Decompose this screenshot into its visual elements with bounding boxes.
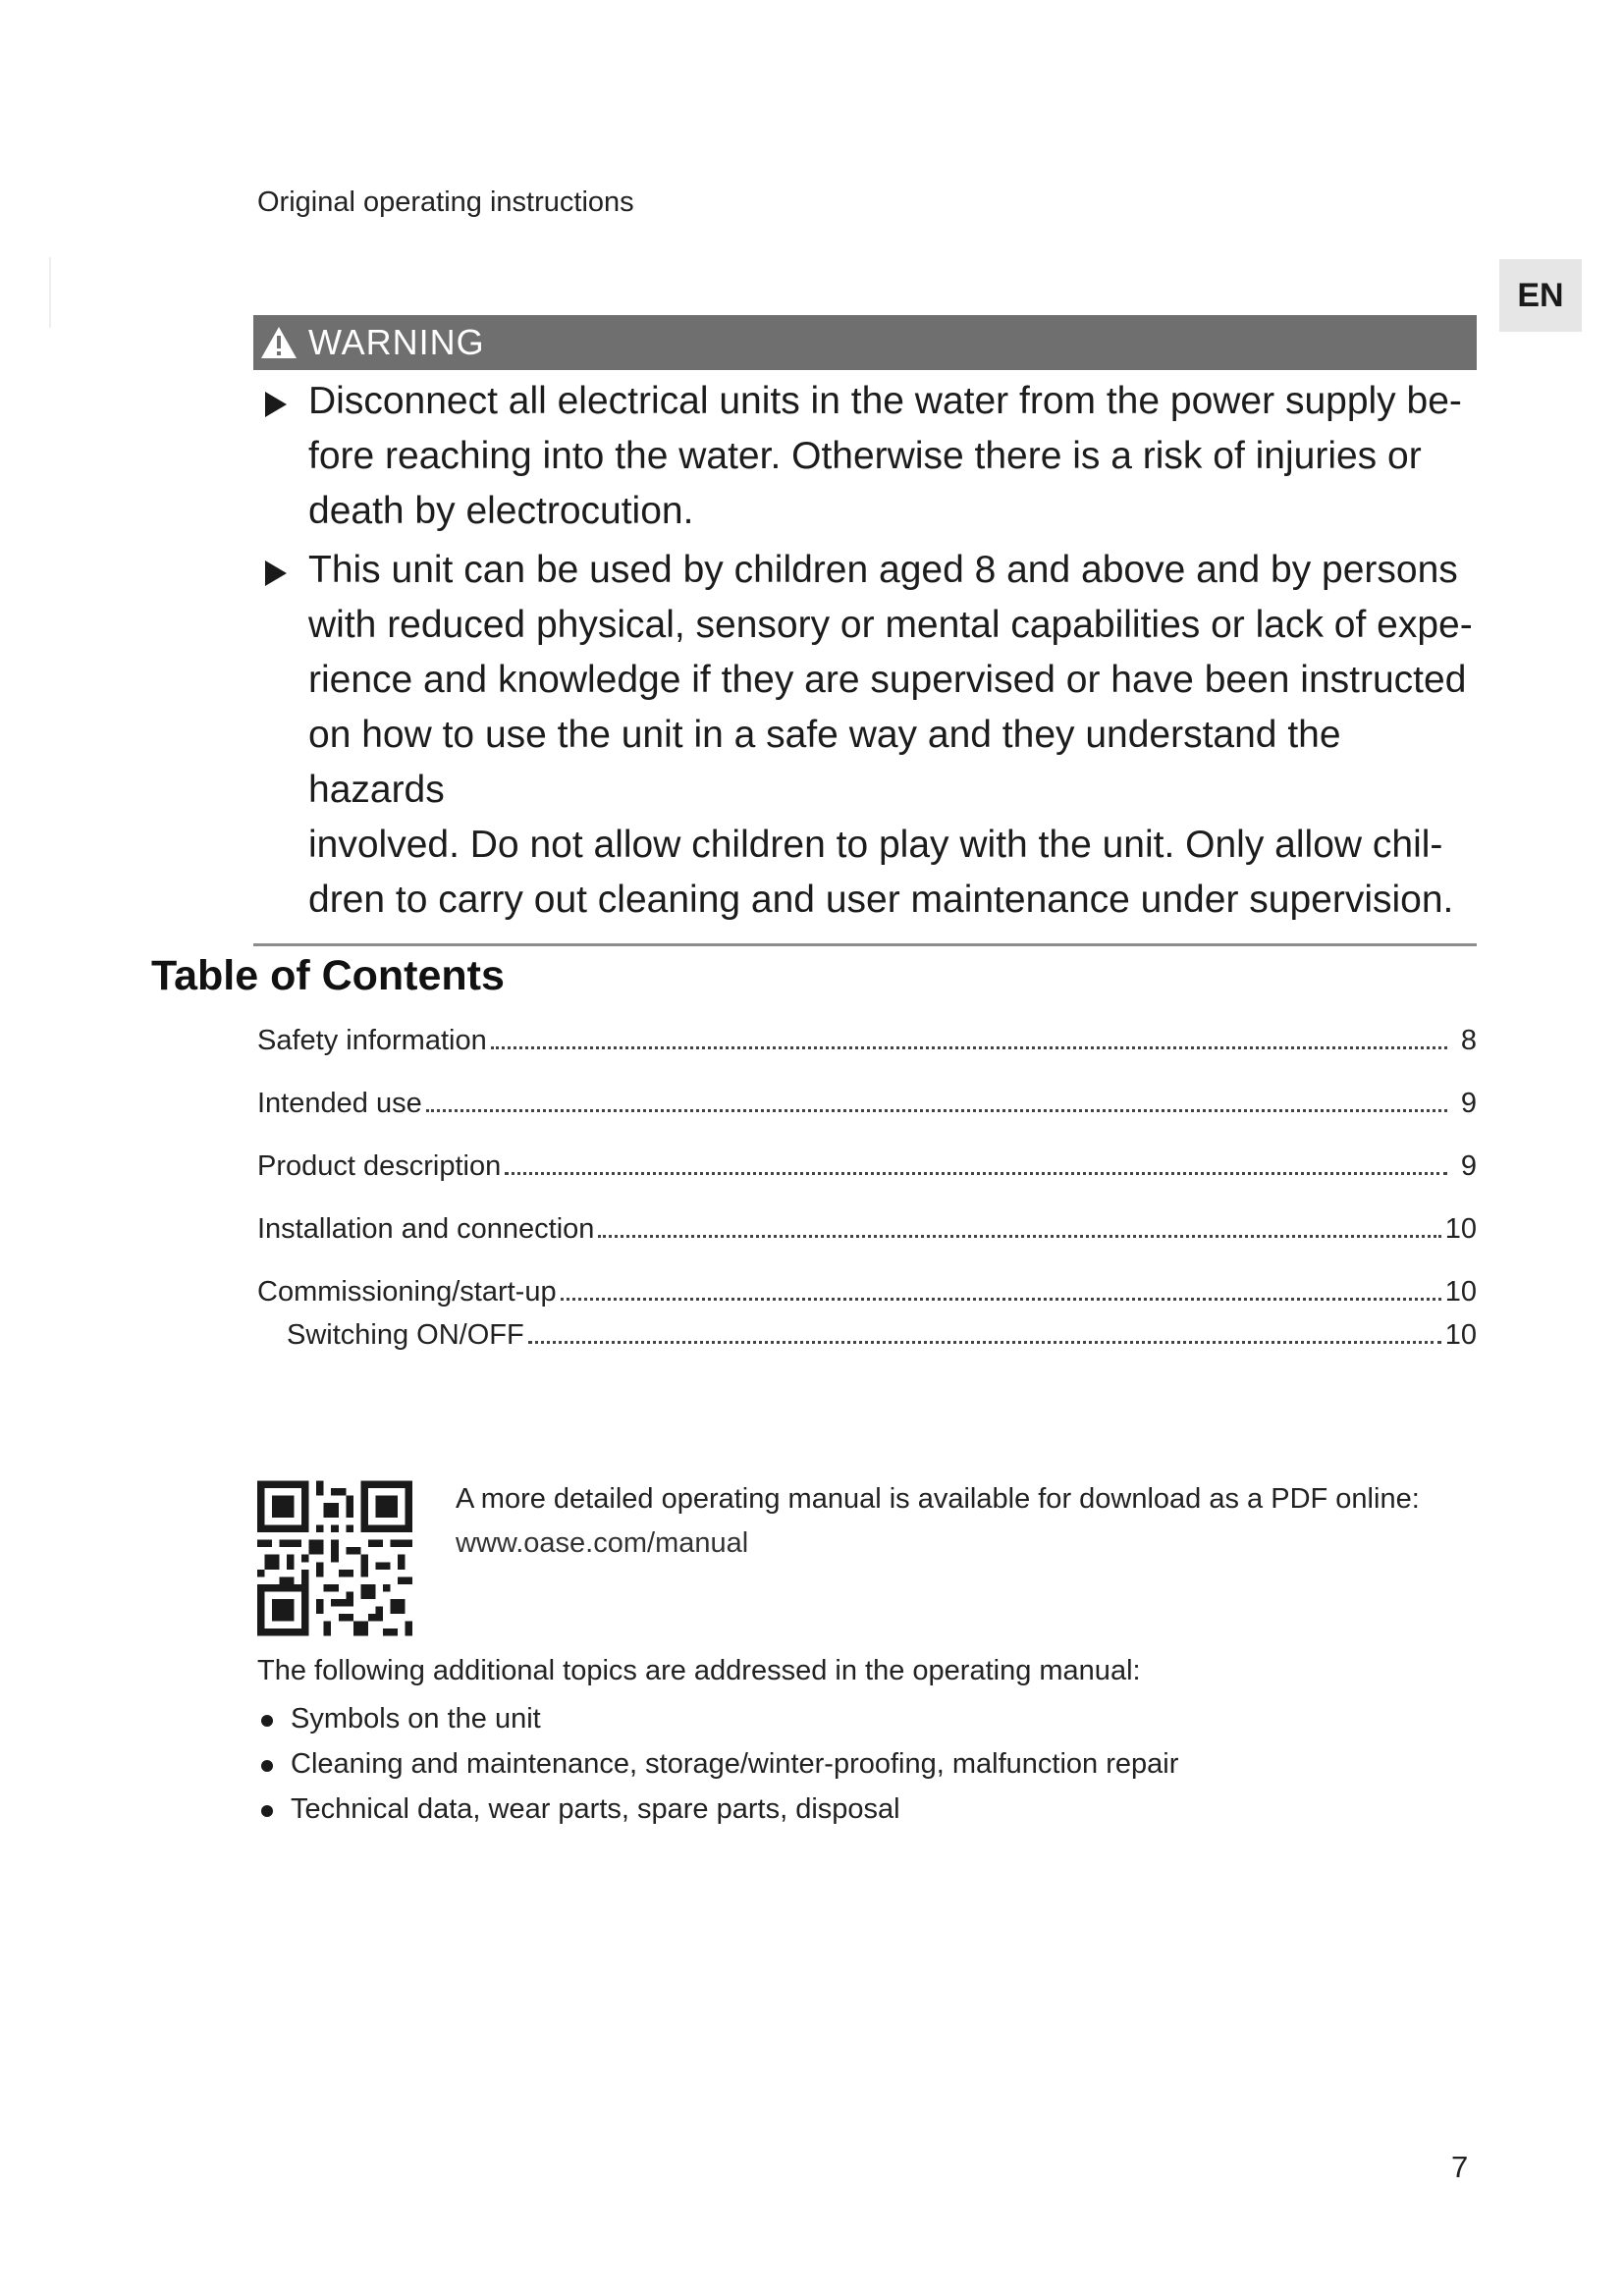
toc-subentry[interactable] <box>257 1319 1477 1359</box>
bullet-icon <box>261 1805 273 1817</box>
topic-text: Symbols on the unit <box>291 1703 541 1735</box>
warning-title: WARNING <box>308 322 485 362</box>
toc-entry[interactable] <box>257 1150 1477 1194</box>
toc-entry[interactable] <box>257 1025 1477 1068</box>
list-item <box>257 1696 1178 1741</box>
toc-leader-dots <box>528 1341 1441 1344</box>
manual-note <box>456 1477 1420 1566</box>
bullet-icon <box>261 1760 273 1772</box>
bullet-icon <box>261 1715 273 1727</box>
topics-list <box>257 1696 1178 1832</box>
warning-item <box>253 374 1477 539</box>
toc-title: Table of Contents <box>151 952 505 999</box>
toc-leader-dots <box>505 1172 1447 1175</box>
running-head: Original operating instructions <box>257 187 634 218</box>
warning-list <box>253 374 1477 928</box>
toc-leader-dots <box>598 1235 1440 1238</box>
toc-entry-page: 9 <box>1460 1150 1477 1182</box>
toc-entry[interactable] <box>257 1088 1477 1131</box>
page-number: 7 <box>1451 2150 1469 2184</box>
toc-entry-page: 10 <box>1444 1276 1477 1308</box>
topic-text: Cleaning and maintenance, storage/winter-proofing, malfunction repair <box>291 1748 1179 1780</box>
manual-url-link[interactable]: www.oase.com/manual <box>456 1527 749 1559</box>
page-edge-mark <box>49 257 51 328</box>
arrow-right-icon <box>265 561 287 586</box>
arrow-right-icon <box>265 392 287 417</box>
topic-text: Technical data, wear parts, spare parts, disposal <box>291 1793 900 1825</box>
warning-divider <box>253 943 1477 946</box>
table-of-contents <box>257 1025 1477 1359</box>
topics-intro: The following additional topics are addressed in the operating manual: <box>257 1655 1141 1686</box>
warning-triangle-icon <box>259 325 298 360</box>
list-item <box>257 1741 1178 1787</box>
toc-entry-label: Intended use <box>257 1088 422 1119</box>
toc-entry-label: Installation and connection <box>257 1213 595 1245</box>
toc-entry[interactable] <box>257 1276 1477 1319</box>
warning-box <box>253 315 1477 946</box>
toc-entry-label: Safety information <box>257 1025 487 1056</box>
language-tab: EN <box>1499 259 1582 332</box>
toc-entry-label: Switching ON/OFF <box>287 1319 524 1351</box>
manual-note-text: A more detailed operating manual is available for download as a PDF online: <box>456 1483 1420 1515</box>
toc-leader-dots <box>426 1109 1447 1112</box>
list-item <box>257 1787 1178 1832</box>
warning-item-text: This unit can be used by children aged 8 and above and by persons with reduced physical, sensory or mental capabilities or lack of expe- rience and knowledge if they are supervised or have been instructed on how to use the unit in a safe way and they understand the hazards involved. Do not allow children to play with the unit. Only allow chil- dren to carry out cleaning and user maintenance under supervision. <box>308 549 1473 921</box>
toc-entry-label: Product description <box>257 1150 502 1182</box>
toc-leader-dots <box>561 1298 1441 1301</box>
toc-entry-page: 8 <box>1460 1025 1477 1056</box>
toc-entry-page: 10 <box>1444 1319 1477 1351</box>
toc-entry-label: Commissioning/start-up <box>257 1276 557 1308</box>
toc-leader-dots <box>491 1046 1447 1049</box>
toc-entry-page: 10 <box>1444 1213 1477 1245</box>
warning-item <box>253 543 1477 928</box>
warning-header <box>253 315 1477 370</box>
toc-entry-page: 9 <box>1460 1088 1477 1119</box>
toc-entry[interactable] <box>257 1213 1477 1256</box>
warning-item-text: Disconnect all electrical units in the water from the power supply be- fore reaching into the water. Otherwise there is a risk of injuries or death by electrocution. <box>308 380 1462 532</box>
qr-code-icon[interactable] <box>257 1477 412 1639</box>
